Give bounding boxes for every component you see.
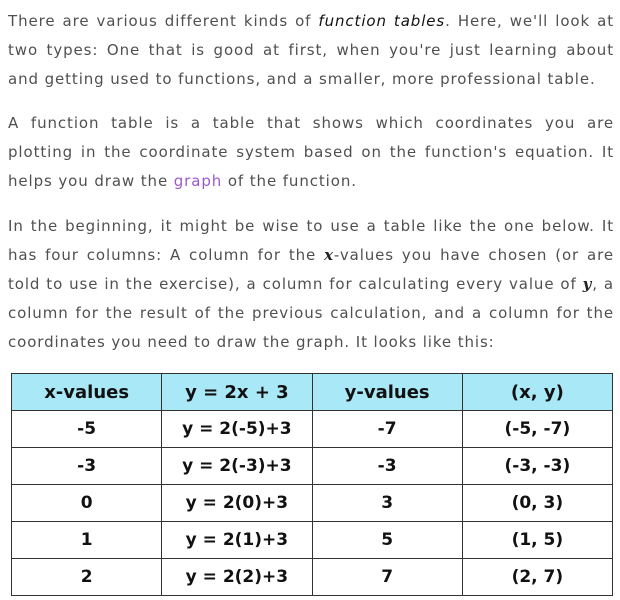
calculation-cell: y = 2(-3)+3: [162, 448, 312, 485]
x-variable: x: [324, 246, 334, 264]
x-value-cell: 1: [12, 522, 162, 559]
definition-paragraph: [8, 109, 614, 196]
calculation-cell: y = 2(2)+3: [162, 559, 312, 596]
coordinate-cell: (1, 5): [462, 522, 612, 559]
explanation-text-3: , a column for the result of the previous calculation, and a column for the coordinates you need to draw the graph. It looks like this:: [8, 275, 614, 351]
y-value-cell: 3: [312, 485, 462, 522]
table-explanation-paragraph: [8, 212, 614, 357]
table-row: [12, 411, 613, 448]
y-value-cell: 7: [312, 559, 462, 596]
coordinate-cell: (0, 3): [462, 485, 612, 522]
y-variable: y: [582, 275, 593, 293]
explanation-text-1: In the beginning, it might be wise to use a table like the one below. It has four columns: A column for the: [8, 217, 614, 264]
intro-paragraph: [8, 7, 614, 94]
table-header-row: [12, 374, 613, 411]
x-value-cell: -3: [12, 448, 162, 485]
function-table: [11, 373, 613, 596]
x-value-cell: 0: [12, 485, 162, 522]
definition-text-rest: of the function.: [222, 172, 357, 190]
header-y-values: y-values: [312, 374, 462, 411]
table-row: [12, 448, 613, 485]
y-value-cell: -7: [312, 411, 462, 448]
coordinate-cell: (-3, -3): [462, 448, 612, 485]
header-equation: y = 2x + 3: [162, 374, 312, 411]
x-value-cell: 2: [12, 559, 162, 596]
calculation-cell: y = 2(0)+3: [162, 485, 312, 522]
table-row: [12, 485, 613, 522]
intro-text: There are various different kinds of: [8, 12, 319, 30]
coordinate-cell: (-5, -7): [462, 411, 612, 448]
header-x-values: x-values: [12, 374, 162, 411]
x-value-cell: -5: [12, 411, 162, 448]
table-row: [12, 559, 613, 596]
intro-text-rest: . Here, we'll look at two types: One that is good at first, when you're just learning about and getting used to functions, and a smaller, more professional table.: [8, 12, 614, 88]
calculation-cell: y = 2(1)+3: [162, 522, 312, 559]
function-tables-term: function tables: [318, 12, 446, 30]
y-value-cell: 5: [312, 522, 462, 559]
y-value-cell: -3: [312, 448, 462, 485]
table-row: [12, 522, 613, 559]
header-coordinates: (x, y): [462, 374, 612, 411]
graph-link[interactable]: graph: [173, 172, 223, 190]
explanation-text-2: -values you have chosen (or are told to use in the exercise), a column for calculating every value of: [8, 246, 615, 293]
calculation-cell: y = 2(-5)+3: [162, 411, 312, 448]
coordinate-cell: (2, 7): [462, 559, 612, 596]
definition-text: A function table is a table that shows which coordinates you are plotting in the coordinate system based on the function's equation. It helps you draw the: [8, 114, 614, 190]
